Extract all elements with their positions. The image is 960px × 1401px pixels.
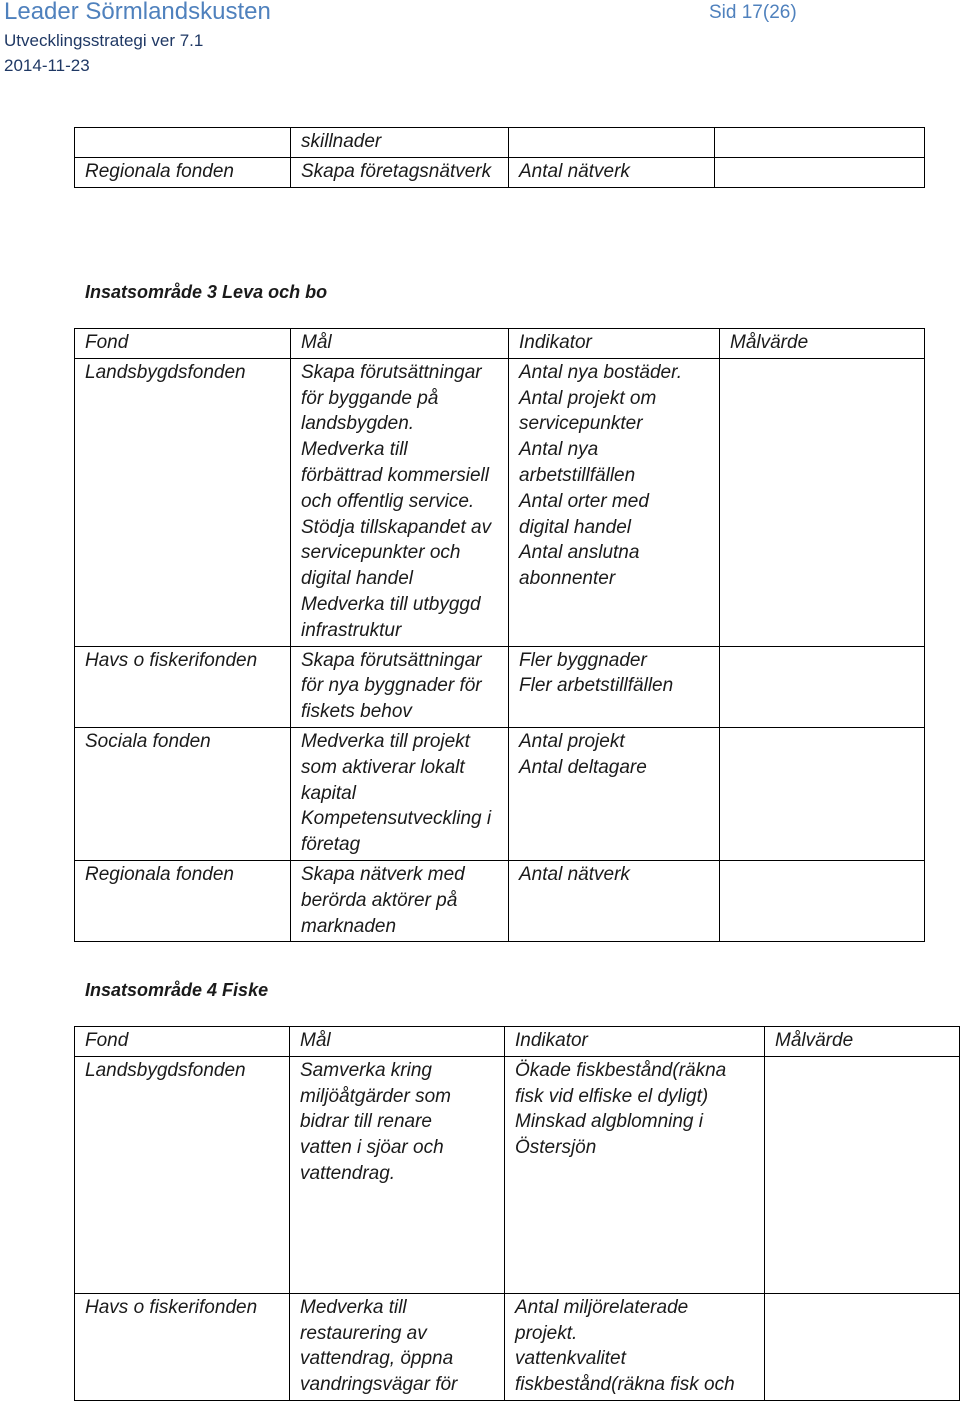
header-date: 2014-11-23 xyxy=(4,56,90,75)
table-cell xyxy=(720,358,925,646)
table-header-row xyxy=(75,1027,960,1057)
table-header-row xyxy=(75,329,925,359)
table-cell xyxy=(715,128,925,158)
table-cell: Medverka till projekt som aktiverar lokalt kapital Kompetensutveckling i företag xyxy=(291,727,509,860)
table-continuation xyxy=(74,127,925,188)
table-row xyxy=(75,358,925,646)
table-cell xyxy=(720,727,925,860)
table-row xyxy=(75,128,925,158)
table-cell: Samverka kring miljöåtgärder som bidrar till renare vatten i sjöar och vattendrag. xyxy=(290,1056,505,1293)
section-title: Insatsområde 3 Leva och bo xyxy=(85,282,328,302)
table-cell: Sociala fonden xyxy=(75,727,291,860)
table-cell xyxy=(720,860,925,941)
table-cell xyxy=(509,128,715,158)
table-cell: Skapa nätverk med berörda aktörer på marknaden xyxy=(291,860,509,941)
table-section3 xyxy=(74,328,925,942)
table-cell xyxy=(765,1056,960,1293)
table-cell: Havs o fiskerifonden xyxy=(75,1293,290,1400)
table-cell: Medverka till restaurering av vattendrag, öppna vandringsvägar för xyxy=(290,1293,505,1400)
table-cell: Landsbygdsfonden xyxy=(75,1056,290,1293)
table-cell: Antal nya bostäder. Antal projekt om servicepunkter Antal nya arbetstillfällen Antal orter med digital handel Antal anslutna abonnenter xyxy=(509,358,720,646)
table-row xyxy=(75,1293,960,1400)
table-cell: Antal miljörelaterade projekt. vattenkvalitet fiskbestånd(räkna fisk och xyxy=(505,1293,765,1400)
section-title: Insatsområde 4 Fiske xyxy=(85,980,269,1000)
table-cell: Antal projekt Antal deltagare xyxy=(509,727,720,860)
table-row xyxy=(75,157,925,187)
header-subtitle: Utvecklingsstrategi ver 7.1 xyxy=(4,31,204,50)
column-header: Målvärde xyxy=(720,329,925,359)
table-cell: Skapa förutsättningar för nya byggnader för fiskets behov xyxy=(291,646,509,727)
table-cell: Skapa företagsnätverk xyxy=(291,157,509,187)
table-cell: Fler byggnader Fler arbetstillfällen xyxy=(509,646,720,727)
table-cell xyxy=(715,157,925,187)
column-header: Indikator xyxy=(505,1027,765,1057)
column-header: Indikator xyxy=(509,329,720,359)
table-row xyxy=(75,1056,960,1293)
table-cell: Landsbygdsfonden xyxy=(75,358,291,646)
table-row xyxy=(75,727,925,860)
table-cell: Antal nätverk xyxy=(509,157,715,187)
page-number: Sid 17(26) xyxy=(709,2,797,23)
table-cell: Regionala fonden xyxy=(75,860,291,941)
table-cell: Ökade fiskbestånd(räkna fisk vid elfiske el dyligt) Minskad algblomning i Östersjön xyxy=(505,1056,765,1293)
table-row xyxy=(75,860,925,941)
table-cell: Havs o fiskerifonden xyxy=(75,646,291,727)
table-cell: Skapa förutsättningar för byggande på landsbygden. Medverka till förbättrad kommersiell och offentlig service. Stödja tillskapandet av servicepunkter och digital handel Medverka till utbyggd infrastruktur xyxy=(291,358,509,646)
table-cell xyxy=(765,1293,960,1400)
column-header: Fond xyxy=(75,1027,290,1057)
table-cell xyxy=(75,128,291,158)
table-cell xyxy=(720,646,925,727)
column-header: Målvärde xyxy=(765,1027,960,1057)
table-row xyxy=(75,646,925,727)
table-cell: skillnader xyxy=(291,128,509,158)
header-title: Leader Sörmlandskusten xyxy=(4,0,271,25)
column-header: Mål xyxy=(291,329,509,359)
table-cell: Antal nätverk xyxy=(509,860,720,941)
column-header: Mål xyxy=(290,1027,505,1057)
table-cell: Regionala fonden xyxy=(75,157,291,187)
column-header: Fond xyxy=(75,329,291,359)
table-section4 xyxy=(74,1026,960,1401)
